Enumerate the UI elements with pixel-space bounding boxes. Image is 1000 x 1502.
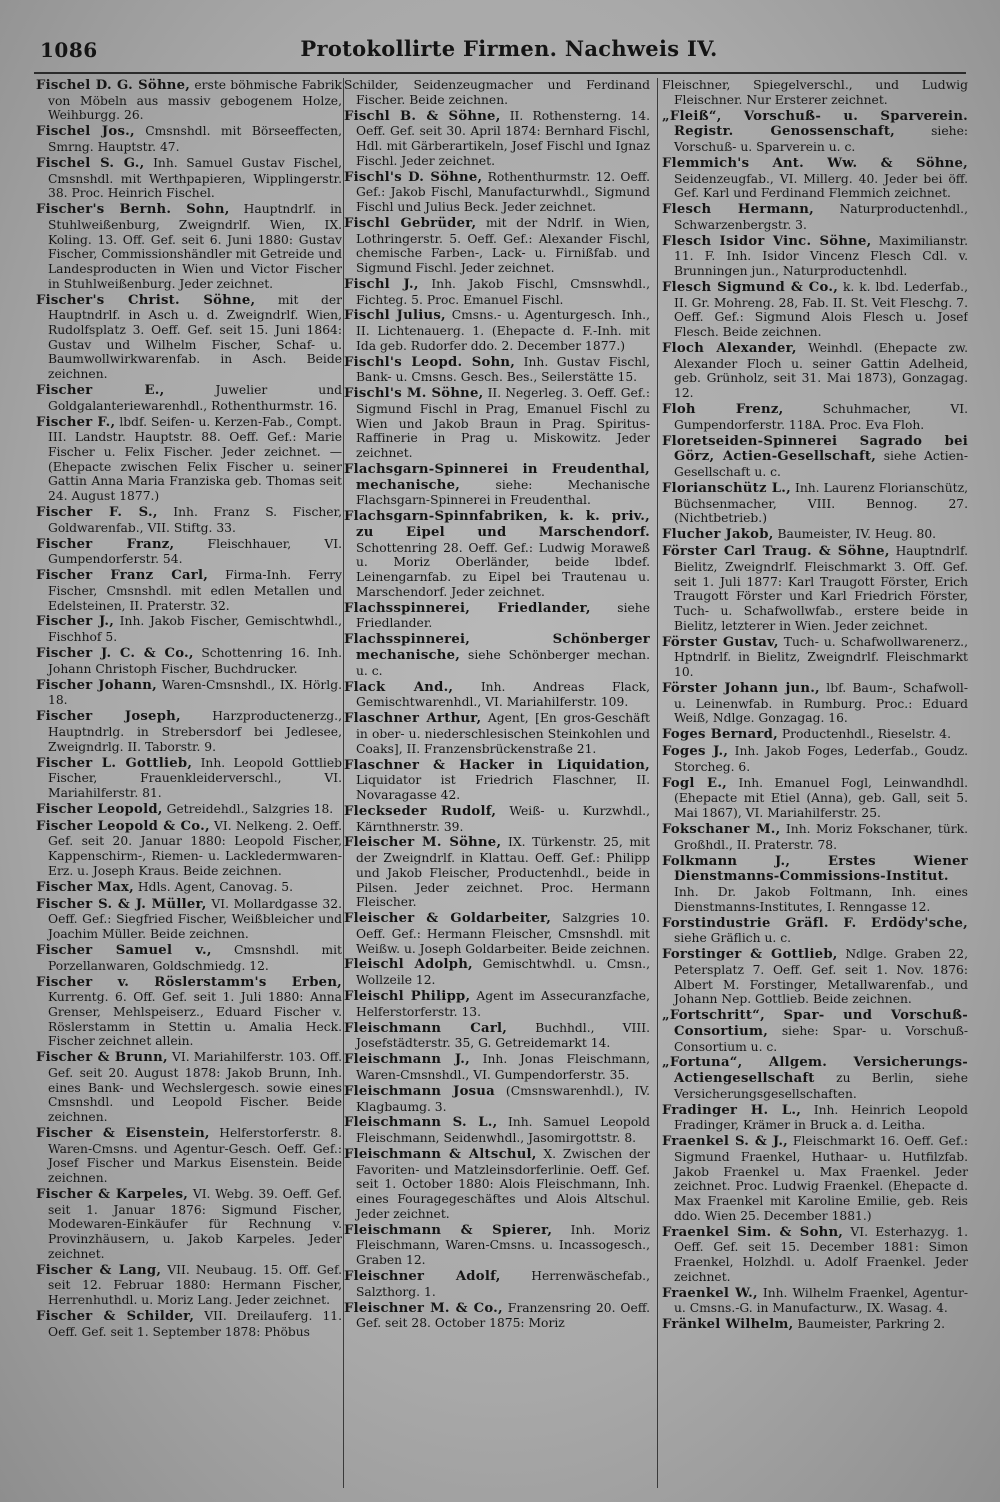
firm-name: Fischer's Christ. Söhne, (36, 292, 256, 308)
directory-entry (36, 537, 342, 567)
directory-entry (662, 234, 968, 279)
firm-name: Fischer Franz Carl, (36, 568, 209, 584)
directory-entry (36, 1050, 342, 1125)
directory-entry (36, 975, 342, 1050)
firm-name: Fischer & Eisenstein, (36, 1125, 210, 1141)
entry-details: Hauptndrlf. Bielitz, Zweigndrlf. Fleischmarkt 3. Off. Gef. seit 1. Juli 1877: Karl Traugott Förster, Erich Traugott Förster und Karl Friedrich Förster, Tuch- u. Schafwollwfab., erstere beide in Bielitz, letzterer in Wien. Jeder zeichnet. (674, 544, 968, 633)
directory-entry (344, 509, 650, 599)
header-rule (34, 72, 966, 74)
directory-entry (344, 911, 650, 956)
directory-entry (344, 1223, 650, 1268)
firm-name: Fischer Joseph, (36, 709, 181, 725)
directory-entry (662, 744, 968, 774)
entry-details: Inh. Jakob Foges, Lederfab., Goudz. Storcheg. 6. (674, 744, 968, 774)
firm-name: Florianschütz L., (662, 480, 791, 496)
entry-details: Cmsns.- u. Agenturgesch. Inh., II. Lichtenauerg. 1. (Ehepacte d. F.-Inh. mit Ida geb. Rudorfer ddo. 2. December 1877.) (356, 308, 650, 353)
firm-name: Fischer J., (36, 614, 115, 630)
directory-entry (344, 386, 650, 461)
firm-name: Flachsgarn-Spinnerei in Freudenthal, mechanische, (344, 462, 650, 493)
firm-name: Fränkel Wilhelm, (662, 1317, 794, 1333)
entry-details: siehe Actien-Gesellschaft u. c. (674, 449, 968, 480)
entry-details: Inh. Wilhelm Fraenkel, Agentur- u. Cmsns.-G. in Manufacturw., IX. Wasag. 4. (674, 1285, 968, 1316)
entry-details: Inh. Moriz Fleischmann, Waren-Cmsns. u. Incassogesch., Graben 12. (356, 1222, 650, 1268)
directory-entry (344, 462, 650, 508)
directory-entry (662, 1103, 968, 1133)
entry-details: Franzensring 20. Oeff. Gef. seit 28. October 1875: Moriz (356, 1300, 650, 1331)
firm-name: Foges Bernard, (662, 727, 778, 743)
entry-details: Maximilianstr. 11. F. Inh. Isidor Vincenz Flesch Cdl. v. Brunningen jun., Naturproductenhdl. (674, 233, 968, 279)
directory-entry (36, 819, 342, 879)
directory-entry (36, 646, 342, 676)
firm-name: „Fortschritt“, Spar- und Vorschuß-Consortium, (662, 1008, 968, 1039)
firm-name: Fischl Gebrüder, (344, 215, 477, 231)
directory-entry (36, 880, 342, 896)
directory-entry (662, 854, 968, 915)
firm-name: Fleischmann Josua (344, 1083, 495, 1099)
firm-name: Flaschner & Hacker in Liquidation, (344, 757, 650, 773)
firm-name: Fischl Julius, (344, 308, 446, 324)
entry-details: Inh. Dr. Jakob Foltmann, Inh. eines Dienstmanns-Institutes, I. Renngasse 12. (674, 884, 968, 914)
directory-entry (36, 709, 342, 754)
directory-entry (344, 989, 650, 1019)
directory-entry (344, 1115, 650, 1145)
firm-name: Fischer F. S., (36, 505, 158, 520)
entry-details: Inh. Heinrich Leopold Fradinger, Krämer in Bruck a. d. Leitha. (674, 1102, 968, 1133)
directory-entry (344, 170, 650, 215)
entry-details: Inh. Leopold Gottlieb Fischer, Frauenkleiderverschl., VI. Mariahilferstr. 81. (48, 755, 342, 800)
firm-name: Fleckseder Rudolf, (344, 803, 497, 819)
directory-entry (662, 402, 968, 432)
firm-name: Fischer Leopold & Co., (36, 818, 210, 834)
directory-entry (344, 632, 650, 678)
entry-details: Baumeister, Parkring 2. (797, 1317, 946, 1332)
firm-name: Flemmich's Ant. Ww. & Söhne, (662, 155, 968, 171)
firm-name: Fischer & Karpeles, (36, 1186, 189, 1202)
directory-entry (36, 1187, 342, 1262)
firm-name: Fraenkel S. & J., (662, 1134, 789, 1150)
directory-entry (344, 216, 650, 276)
directory-entry (662, 1008, 968, 1054)
entry-details: Salzgries 10. Oeff. Gef.: Hermann Fleischer, Cmsnshdl. mit Weißw. u. Joseph Goldarbeiter. Beide zeichnen. (356, 911, 650, 956)
column-1 (36, 78, 342, 1490)
directory-entry (344, 109, 650, 169)
firm-name: Fischer Johann, (36, 677, 157, 693)
directory-entry (344, 835, 650, 910)
directory-entry (662, 109, 968, 155)
entry-details: Tuch- u. Schafwollwarenerz., Hptndrlf. in Bielitz, Zweigndrlf. Fleischmarkt 10. (674, 634, 968, 679)
firm-name: Fradinger H. L., (662, 1102, 802, 1118)
entry-details: IX. Türkenstr. 25, mit der Zweigndrlf. in Klattau. Oeff. Gef.: Philipp und Jakob Fleischer, Productenhdl., beide in Pilsen. Jeder zeichnet. Proc. Hermann Fleischer. (356, 835, 650, 910)
firm-name: Flachsgarn-Spinnfabriken, k. k. priv., zu Eipel und Marschendorf. (344, 509, 650, 541)
firm-name: Forstinger & Gottlieb, (662, 947, 838, 963)
directory-entry (662, 481, 968, 526)
directory-entry (36, 1126, 342, 1186)
entry-details: siehe Gräflich u. c. (674, 931, 792, 946)
directory-entry (662, 544, 968, 633)
firm-name: Fischer v. Röslerstamm's Erben, (36, 974, 342, 990)
firm-name: Fischl B. & Söhne, (344, 108, 501, 124)
column-divider (657, 78, 658, 1488)
directory-entry (662, 776, 968, 821)
entry-details: (Cmsnswarenhdl.), IV. Klagbaumg. 3. (356, 1083, 650, 1114)
entry-details: Fleischhauer, VI. Gumpendorferstr. 54. (48, 536, 342, 567)
firm-name: Förster Gustav, (662, 634, 779, 650)
firm-name: Fischer & Schilder, (36, 1308, 195, 1324)
firm-name: Fischer & Lang, (36, 1262, 162, 1278)
entry-details: VI. Mariahilferstr. 103. Off. Gef. seit 20. August 1878: Jakob Brunn, Inh. eines Bank- und Wechslergesch. sowie eines Cmsnshdl. und Leopold Fischer. Beide zeichnen. (48, 1050, 342, 1125)
firm-name: „Fortuna“, Allgem. Versicherungs-Actiengesellschaft (662, 1055, 968, 1087)
entry-details: Agent, [En gros-Geschäft in ober- u. niederschlesischen Steinkohlen und Coaks], II. Franzensbrückenstraße 21. (356, 711, 650, 756)
directory-entry (662, 280, 968, 340)
firm-name: Forstindustrie Gräfl. F. Erdödy'sche, (662, 915, 968, 931)
firm-name: Fischer & Brunn, (36, 1050, 168, 1066)
directory-entry (344, 1021, 650, 1051)
firm-name: Fischer Max, (36, 879, 134, 895)
entry-details: erste böhmische Fabrik von Möbeln aus massiv gebogenem Holze, Weihburgg. 26. (48, 78, 342, 123)
column-3 (662, 78, 968, 1490)
entry-details: siehe: Mechanische Flachsgarn-Spinnerei in Freudenthal. (356, 477, 650, 508)
entry-details: lbdf. Seifen- u. Kerzen-Fab., Compt. III. Landstr. Hauptstr. 88. Oeff. Gef.: Marie Fischer u. Felix Fischer. Jeder zeichnet. — (Ehepacte zwischen Felix Fischer u. seiner Gattin Anna Maria Franziska geb. Thomas seit 24. August 1877.) (48, 414, 342, 504)
firm-name: Fischl's D. Söhne, (344, 169, 483, 185)
running-title: Protokollirte Firmen. Nachweis IV. (300, 36, 718, 61)
entry-details: Juwelier und Goldgalanteriewarenhdl., Rothenthurmstr. 16. (48, 383, 342, 413)
entry-details: mit der Hauptndrlf. in Asch u. d. Zweigndrlf. Wien, Rudolfsplatz 3. Oeff. Gef. seit 15. Juni 1864: Gustav und Wilhelm Fischer, Schaf- u. Baumwollwirkwarenfab. in Asch. Beide zeichnen. (48, 292, 342, 382)
directory-entry (344, 680, 650, 710)
directory-entry (36, 614, 342, 644)
directory-entry (662, 916, 968, 946)
directory-entry (36, 897, 342, 942)
entry-details: Weiß- u. Kurzwhdl., Kärnthnerstr. 39. (356, 803, 650, 834)
entry-details: lbf. Baum-, Schafwoll- u. Leinenwfab. in Rumburg. Proc.: Eduard Weiß, Ndlge. Gonzagag. 16. (674, 680, 968, 726)
firm-name: Fischer Leopold, (36, 801, 163, 817)
directory-entry (36, 756, 342, 801)
firm-name: Fraenkel W., (662, 1285, 758, 1301)
entry-details: Helferstorferstr. 8. Waren-Cmsns. und Agentur-Gesch. Oeff. Gef.: Josef Fischer und Markus Eisenstein. Beide zeichnen. (48, 1125, 342, 1186)
entry-details: Inh. Laurenz Florianschütz, Büchsenmacher, VIII. Bennog. 27. (Nichtbetrieb.) (674, 480, 968, 526)
firm-name: Fischl J., (344, 276, 419, 292)
firm-name: Fleischmann S. L., (344, 1115, 498, 1131)
entry-details: Kurrentg. 6. Off. Gef. seit 1. Juli 1880: Anna Grenser, Mehlspeiserz., Eduard Fischer v. Röslerstamm in Stettin u. Amalia Heck. Fischer zeichnet allein. (48, 990, 342, 1049)
entry-details: Getreidehdl., Salzgries 18. (166, 801, 334, 816)
directory-entry (344, 277, 650, 307)
entry-details: Schuhmacher, VI. Gumpendorferstr. 118A. Proc. Eva Floh. (674, 402, 968, 432)
firm-name: Fischer Samuel v., (36, 942, 212, 958)
firm-name: Flachsspinnerei, Schönberger mechanische, (344, 632, 650, 664)
firm-name: Fleischer & Goldarbeiter, (344, 911, 552, 927)
firm-name: Floretseiden-Spinnerei Sagrado bei Görz, Actien-Gesellschaft, (662, 433, 968, 465)
entry-details: Hauptndrlf. in Stuhlweißenburg, Zweigndrlf. Wien, IX. Koling. 13. Off. Gef. seit 6. Juni 1880: Gustav Fischer, Commissionshändler mit Getreide und Landesproducten in Wien und Victor Fischer in Stuhlweißenburg. Jeder zeichnet. (48, 202, 342, 291)
entry-details: Schottenring 16. Inh. Johann Christoph Fischer, Buchdrucker. (48, 646, 342, 676)
entry-details: Agent im Assecuranzfache, Helferstorferstr. 13. (356, 989, 650, 1019)
entry-details: Herrenwäschefab., Salzthorg. 1. (356, 1269, 650, 1299)
entry-details: VI. Esterhazyg. 1. Oeff. Gef. seit 15. December 1881: Simon Fraenkel, Holzhdl. u. Adolf Fraenkel. Jeder zeichnet. (674, 1224, 968, 1284)
entry-details: Schottenring 28. Oeff. Gef.: Ludwig Moraweß u. Moriz Oberländer, beide lbdef. Leinengarnfab. zu Eipel bei Trautenau u. Marschendorf. Jeder zeichnet. (356, 540, 650, 599)
directory-entry (344, 355, 650, 385)
firm-name: Foges J., (662, 744, 729, 760)
firm-name: Flack And., (344, 679, 454, 695)
firm-name: Fischer S. & J. Müller, (36, 896, 207, 912)
entry-details: siehe: Spar- u. Vorschuß-Consortium u. c. (674, 1023, 968, 1054)
firm-name: Fischer F., (36, 414, 116, 430)
entry-details: Inh. Samuel Leopold Fleischmann, Seidenwhdl., Jasomirgottstr. 8. (356, 1115, 650, 1146)
directory-entry (36, 78, 342, 123)
directory-entry (36, 802, 342, 818)
firm-name: Fleischmann J., (344, 1052, 470, 1068)
firm-name: Fraenkel Sim. & Sohn, (662, 1224, 844, 1240)
directory-entry (344, 804, 650, 834)
entry-details: Seidenzeugfab., VI. Millerg. 40. Jeder bei öff. Gef. Karl und Ferdinand Flemmich zeichnet. (674, 171, 968, 201)
directory-entry (662, 1317, 968, 1333)
firm-name: Fleischl Philipp, (344, 989, 471, 1005)
entry-details: Firma-Inh. Ferry Fischer, Cmsnshdl. mit edlen Metallen und Edelsteinen, II. Praterstr. 32. (48, 568, 342, 613)
page-header (34, 30, 964, 70)
directory-entry (36, 505, 342, 535)
firm-name: Flesch Isidor Vinc. Söhne, (662, 233, 872, 249)
directory-entry (662, 527, 968, 543)
directory-entry (36, 943, 342, 973)
firm-name: Fischel Jos., (36, 124, 135, 140)
directory-entry (344, 1147, 650, 1222)
firm-name: Fischer J. C. & Co., (36, 646, 194, 662)
directory-entry (662, 78, 968, 107)
entry-details: Fleischner, Spiegelverschl., und Ludwig Fleischner. Nur Ersterer zeichnet. (662, 78, 968, 107)
firm-name: Flucher Jakob, (662, 527, 774, 543)
directory-entry (662, 1055, 968, 1101)
firm-name: Flesch Sigmund & Co., (662, 280, 839, 296)
entry-details: Liquidator ist Friedrich Flaschner, II. Novaragasse 42. (356, 773, 650, 802)
firm-name: Floh Frenz, (662, 402, 784, 418)
directory-entry (36, 1309, 342, 1339)
entry-details: Fleischmarkt 16. Oeff. Gef.: Sigmund Fraenkel, Huthaar- u. Hutfilzfab. Jakob Fraenkel u. Max Fraenkel. Jeder zeichnet. Proc. Ludwig Fraenkel. (Ehepacte d. Max Fraenkel mit Karoline Emilie, geb. Reis ddo. Wien 25. December 1881.) (674, 1134, 968, 1223)
entry-details: Baumeister, IV. Heug. 80. (777, 527, 937, 542)
firm-name: Flaschner Arthur, (344, 711, 482, 727)
entry-details: Buchhdl., VIII. Josefstädterstr. 35, G. Getreidemarkt 14. (356, 1020, 650, 1051)
directory-entry (344, 957, 650, 987)
firm-name: Fischl's Leopd. Sohn, (344, 354, 516, 370)
directory-entry (662, 1286, 968, 1316)
entry-details: VII. Neubaug. 15. Off. Gef. seit 12. Februar 1880: Hermann Fischer, Herrenhuthdl. u. Moriz Lang. Jeder zeichnet. (48, 1262, 342, 1308)
entry-details: X. Zwischen der Favoriten- und Matzleinsdorferlinie. Oeff. Gef. seit 1. October 1880: Alois Fleischmann, Inh. eines Fouragegeschäftes und Alois Altschul. Jeder zeichnet. (356, 1147, 650, 1221)
entry-details: Schilder, Seidenzeugmacher und Ferdinand Fischer. Beide zeichnen. (344, 78, 650, 107)
entry-details: VI. Nelkeng. 2. Oeff. Gef. seit 20. Januar 1880: Leopold Fischer, Kappenschirm-, Riemen- u. Lackledermwaren-Erz. u. Joseph Kraus. Beide zeichnen. (48, 818, 342, 878)
entry-details: II. Rothensterng. 14. Oeff. Gef. seit 30. April 1874: Bernhard Fischl, Hdl. mit Gärberartikeln, Josef Fischl und Ignaz Fischl. Jeder zeichnet. (356, 108, 650, 168)
entry-details: VI. Webg. 39. Oeff. Gef. seit 1. Januar 1876: Sigmund Fischer, Modewaren-Einkäufer für Rechnung v. Provinzhäusern, u. Jakob Karpeles. Jeder zeichnet. (48, 1186, 342, 1261)
firm-name: Flesch Hermann, (662, 202, 814, 218)
entry-details: Waren-Cmsnshdl., IX. Hörlg. 18. (48, 677, 342, 708)
entry-details: Hdls. Agent, Canovag. 5. (137, 879, 294, 894)
entry-details: Harzproductenerzg., Hauptndrlg. in Strebersdorf bei Jedlesee, Zweigndrlg. II. Taborstr. 9. (48, 709, 342, 754)
directory-entry (36, 678, 342, 708)
firm-name: Fischel S. G., (36, 155, 145, 171)
directory-entry (662, 681, 968, 726)
entry-details: Inh. Jakob Fischl, Cmsnswhdl., Fichteg. 5. Proc. Emanuel Fischl. (356, 276, 650, 307)
directory-entry (36, 1263, 342, 1308)
entry-details: zu Berlin, siehe Versicherungsgesellschaften. (674, 1071, 968, 1101)
firm-name: Fleischer M. Söhne, (344, 835, 502, 851)
entry-details: Cmsnshdl. mit Porzellanwaren, Goldschmiedg. 12. (48, 942, 342, 973)
entry-details: Inh. Jonas Fleischmann, Waren-Cmsnshdl., VI. Gumpendorferstr. 35. (356, 1052, 650, 1082)
directory-entry (662, 1225, 968, 1285)
directory-entry (36, 568, 342, 613)
firm-name: Fleischner Adolf, (344, 1269, 501, 1285)
entry-details: Gemischtwhdl. u. Cmsn., Wollzeile 12. (356, 957, 650, 988)
entry-details: Naturproductenhdl., Schwarzenbergstr. 3. (674, 202, 968, 232)
entry-details: Inh. Andreas Flack, Gemischtwarenhdl., VI. Mariahilferstr. 109. (356, 679, 650, 710)
firm-name: Fleischmann Carl, (344, 1020, 508, 1036)
firm-name: Flachsspinnerei, Friedlander, (344, 600, 591, 616)
firm-name: Förster Carl Traug. & Söhne, (662, 544, 890, 560)
firm-name: Fischer Franz, (36, 536, 175, 552)
directory-entry (662, 1134, 968, 1223)
firm-name: „Fleiß“, Vorschuß- u. Sparverein. Registr. Genossenschaft, (662, 108, 968, 140)
entry-details: Weinhdl. (Ehepacte zw. Alexander Floch u. seiner Gattin Adelheid, geb. Grünholz, seit 31. Mai 1873), Gonzagag. 12. (674, 341, 968, 401)
entry-details: siehe: Vorschuß- u. Sparverein u. c. (674, 124, 968, 154)
entry-details: Rothenthurmstr. 12. Oeff. Gef.: Jakob Fischl, Manufacturwhdl., Sigmund Fischl und Julius Beck. Jeder zeichnet. (356, 169, 650, 214)
entry-details: k. k. lbd. Lederfab., II. Gr. Mohreng. 28, Fab. II. St. Veit Fleschg. 7. Oeff. Gef.: Sigmund Alois Flesch u. Josef Flesch. Beide zeichnen. (674, 280, 968, 340)
directory-entry (344, 308, 650, 353)
firm-name: Fleischmann & Spierer, (344, 1222, 553, 1238)
directory-entry (36, 415, 342, 504)
directory-entry (662, 156, 968, 201)
directory-entry (344, 601, 650, 631)
directory-entry (662, 341, 968, 401)
directory-entry (662, 822, 968, 852)
directory-entry (344, 1052, 650, 1082)
directory-entry (36, 202, 342, 291)
entry-details: siehe Schönberger mechan. u. c. (356, 648, 650, 678)
entry-details: Ndlge. Graben 22, Petersplatz 7. Oeff. Gef. seit 1. Nov. 1876: Albert M. Forstinger, Metallwarenfab., und Johann Nep. Gottlieb. Beide zeichnen. (674, 947, 968, 1007)
firm-name: Fleischner M. & Co., (344, 1300, 503, 1316)
firm-name: Fogl E., (662, 775, 728, 791)
directory-entry (662, 434, 968, 480)
firm-name: Fleischl Adolph, (344, 957, 473, 973)
firm-name: Fischer L. Gottlieb, (36, 755, 193, 771)
entry-details: Cmsnshdl. mit Börseeffecten, Smrng. Hauptstr. 47. (48, 124, 342, 154)
entry-details: VII. Dreilauferg. 11. Oeff. Gef. seit 1. September 1878: Phöbus (48, 1308, 342, 1339)
directory-entry (344, 758, 650, 803)
firm-name: Fokschaner M., (662, 821, 781, 837)
directory-entry (344, 1269, 650, 1299)
entry-details: Inh. Samuel Gustav Fischel, Cmsnshdl. mit Werthpapieren, Wipplingerstr. 38. Proc. Heinrich Fischel. (48, 155, 342, 201)
entry-details: mit der Ndrlf. in Wien, Lothringerstr. 5. Oeff. Gef.: Alexander Fischl, chemische Farben-, Lack- u. Firnißfab. und Sigmund Fischl. Jeder zeichnet. (356, 215, 650, 275)
entry-details: VI. Mollardgasse 32. Oeff. Gef.: Siegfried Fischer, Weißbleicher und Joachim Müller. Beide zeichnen. (48, 896, 342, 942)
page-number: 1086 (40, 38, 98, 62)
entry-details: Productenhdl., Rieselstr. 4. (781, 727, 952, 742)
column-2 (344, 78, 650, 1490)
directory-entry (344, 1301, 650, 1331)
entry-details: siehe Friedlander. (356, 600, 650, 631)
directory-entry (36, 383, 342, 413)
firm-name: Fleischmann & Altschul, (344, 1147, 537, 1163)
directory-entry (662, 947, 968, 1007)
entry-details: II. Negerleg. 3. Oeff. Gef.: Sigmund Fischl in Prag, Emanuel Fischl zu Wien und Jakob Braun in Prag. Spiritus-Raffinerie in Prag u. Miskowitz. Jeder zeichnet. (356, 386, 650, 461)
firm-name: Fischer's Bernh. Sohn, (36, 202, 230, 218)
directory-entry (36, 156, 342, 201)
directory-entry (344, 78, 650, 107)
directory-entry (36, 124, 342, 154)
directory-entry (662, 202, 968, 232)
entry-details: Inh. Moriz Fokschaner, türk. Großhdl., II. Praterstr. 78. (674, 821, 968, 852)
firm-name: Folkmann J., Erstes Wiener Dienstmanns-Commissions-Institut. (662, 853, 968, 885)
entry-details: Inh. Gustav Fischl, Bank- u. Cmsns. Gesch. Bes., Seilerstätte 15. (356, 354, 650, 385)
directory-entry (344, 711, 650, 756)
firm-name: Floch Alexander, (662, 341, 797, 357)
entry-details: Inh. Franz S. Fischer, Goldwarenfab., VII. Stiftg. 33. (48, 505, 342, 535)
firm-name: Fischel D. G. Söhne, (36, 78, 191, 93)
directory-entry (344, 1084, 650, 1114)
firm-name: Fischer E., (36, 383, 165, 398)
firm-name: Fischl's M. Söhne, (344, 386, 484, 402)
firm-name: Förster Johann jun., (662, 680, 820, 696)
directory-entry (36, 293, 342, 382)
entry-details: Inh. Jakob Fischer, Gemischtwhdl., Fischhof 5. (48, 614, 342, 645)
directory-entry (662, 635, 968, 680)
entry-details: Inh. Emanuel Fogl, Leinwandhdl. (Ehepacte mit Etiel (Anna), geb. Gall, seit 5. Mai 1867), VI. Mariahilferstr. 25. (674, 775, 968, 821)
directory-entry (662, 727, 968, 743)
